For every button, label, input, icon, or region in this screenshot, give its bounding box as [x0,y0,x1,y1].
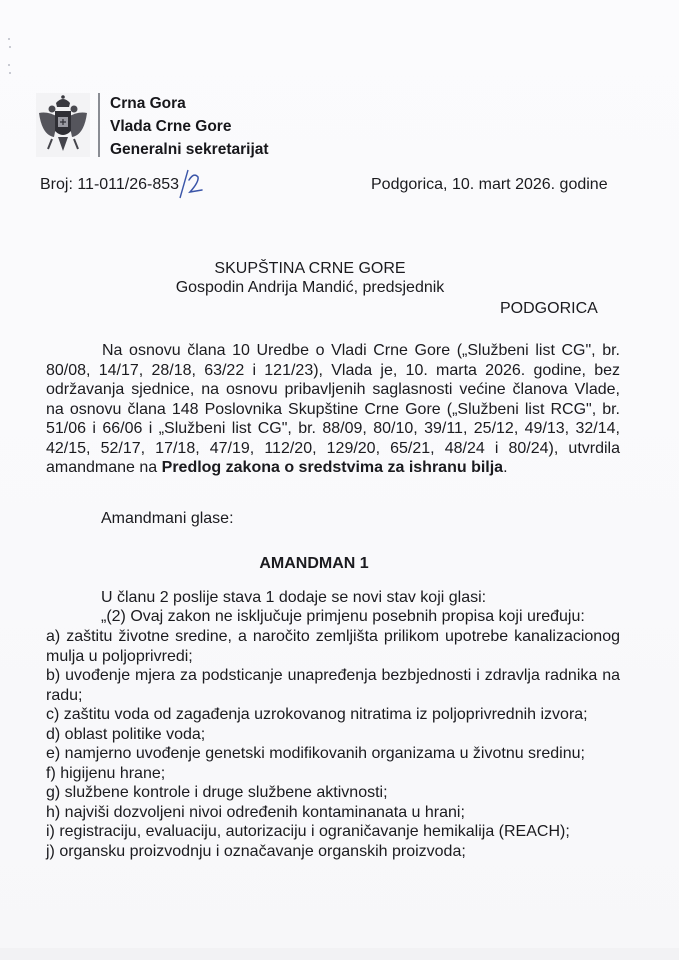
scan-specks [6,38,26,78]
amendment-heading: AMANDMAN 1 [259,555,369,572]
list-item: b) uvođenje mjera za podsticanje unapređenja bezbjednosti i zdravlja radnika na radu; [46,667,620,704]
list-item: f) higijenu hrane; [46,764,166,782]
coat-of-arms-icon [36,93,90,157]
law-title: Predlog zakona o sredstvima za ishranu bilja [161,459,504,476]
list-item: a) zaštitu životne sredine, a naročito zemljišta prilikom upotrebe kanalizacionog mulja u poljoprivredi; [46,628,620,665]
list-item: h) najviši dozvoljeni nivoi određenih kontaminanata u hrani; [46,803,465,821]
amendment-items-list [46,627,620,861]
list-item: d) oblast politike voda; [46,725,206,743]
list-item: e) namjerno uvođenje genetski modifikovanih organizama u životnu sredinu; [46,745,585,762]
list-item: g) službene kontrole i druge službene aktivnosti; [46,784,388,801]
intro-paragraph [46,341,620,478]
recipient-person: Gospodin Andrija Mandić, predsjednik [175,279,445,296]
recipient-city: PODGORICA [500,300,598,317]
place-and-date: Podgorica, 10. mart 2026. godine [371,176,608,193]
recipient-institution: SKUPŠTINA CRNE GORE [214,260,406,277]
org-line-country: Crna Gora [110,95,186,112]
intro-text: Na osnovu člana 10 Uredbe o Vladi Crne Gore („Službeni list CG", br. 80/08, 14/17, 28/18, 63/22 i 121/23), Vlada je, 10. marta 2026. godine, bez održavanja sjednice, na osnovu pribavljenih saglasnosti većine članova Vlade, na osnovu člana 148 Poslovnika Skupštine Crne Gore („Službeni list RCG", br. 51/06 i 66/06 i „Službeni list CG", br. 88/09, 80/10, 39/11, 25/12, 49/13, 32/14, 42/15, 52/17, 17/18, 47/19, 112/20, 129/20, 65/21, 48/24 i 80/24), utvrdila amandmane na [46,342,620,476]
amendments-intro: Amandmani glase: [101,510,234,527]
list-item: j) organsku proizvodnju i označavanje organskih proizvoda; [46,842,466,860]
amendment-quote-start: „(2) Ovaj zakon ne isključuje primjenu posebnih propisa koji uređuju: [101,608,585,625]
org-line-secretariat: Generalni sekretarijat [110,141,269,158]
org-line-government: Vlada Crne Gore [110,118,232,135]
issuing-organization [110,92,269,161]
amendment-lead: U članu 2 poslije stava 1 dodaje se novi stav koji glasi: [101,589,487,606]
intro-end: . [503,459,508,476]
reference-number: Broj: 11-011/26-853 [40,176,180,193]
handwritten-suffix [172,168,206,200]
list-item: c) zaštitu voda od zagađenja uzrokovanog nitratima iz poljoprivrednih izvora; [46,706,588,723]
list-item: i) registraciju, evaluaciju, autorizaciju i ograničavanje hemikalija (REACH); [46,823,570,840]
scan-bottom-edge [0,948,679,960]
header-divider [98,93,100,157]
